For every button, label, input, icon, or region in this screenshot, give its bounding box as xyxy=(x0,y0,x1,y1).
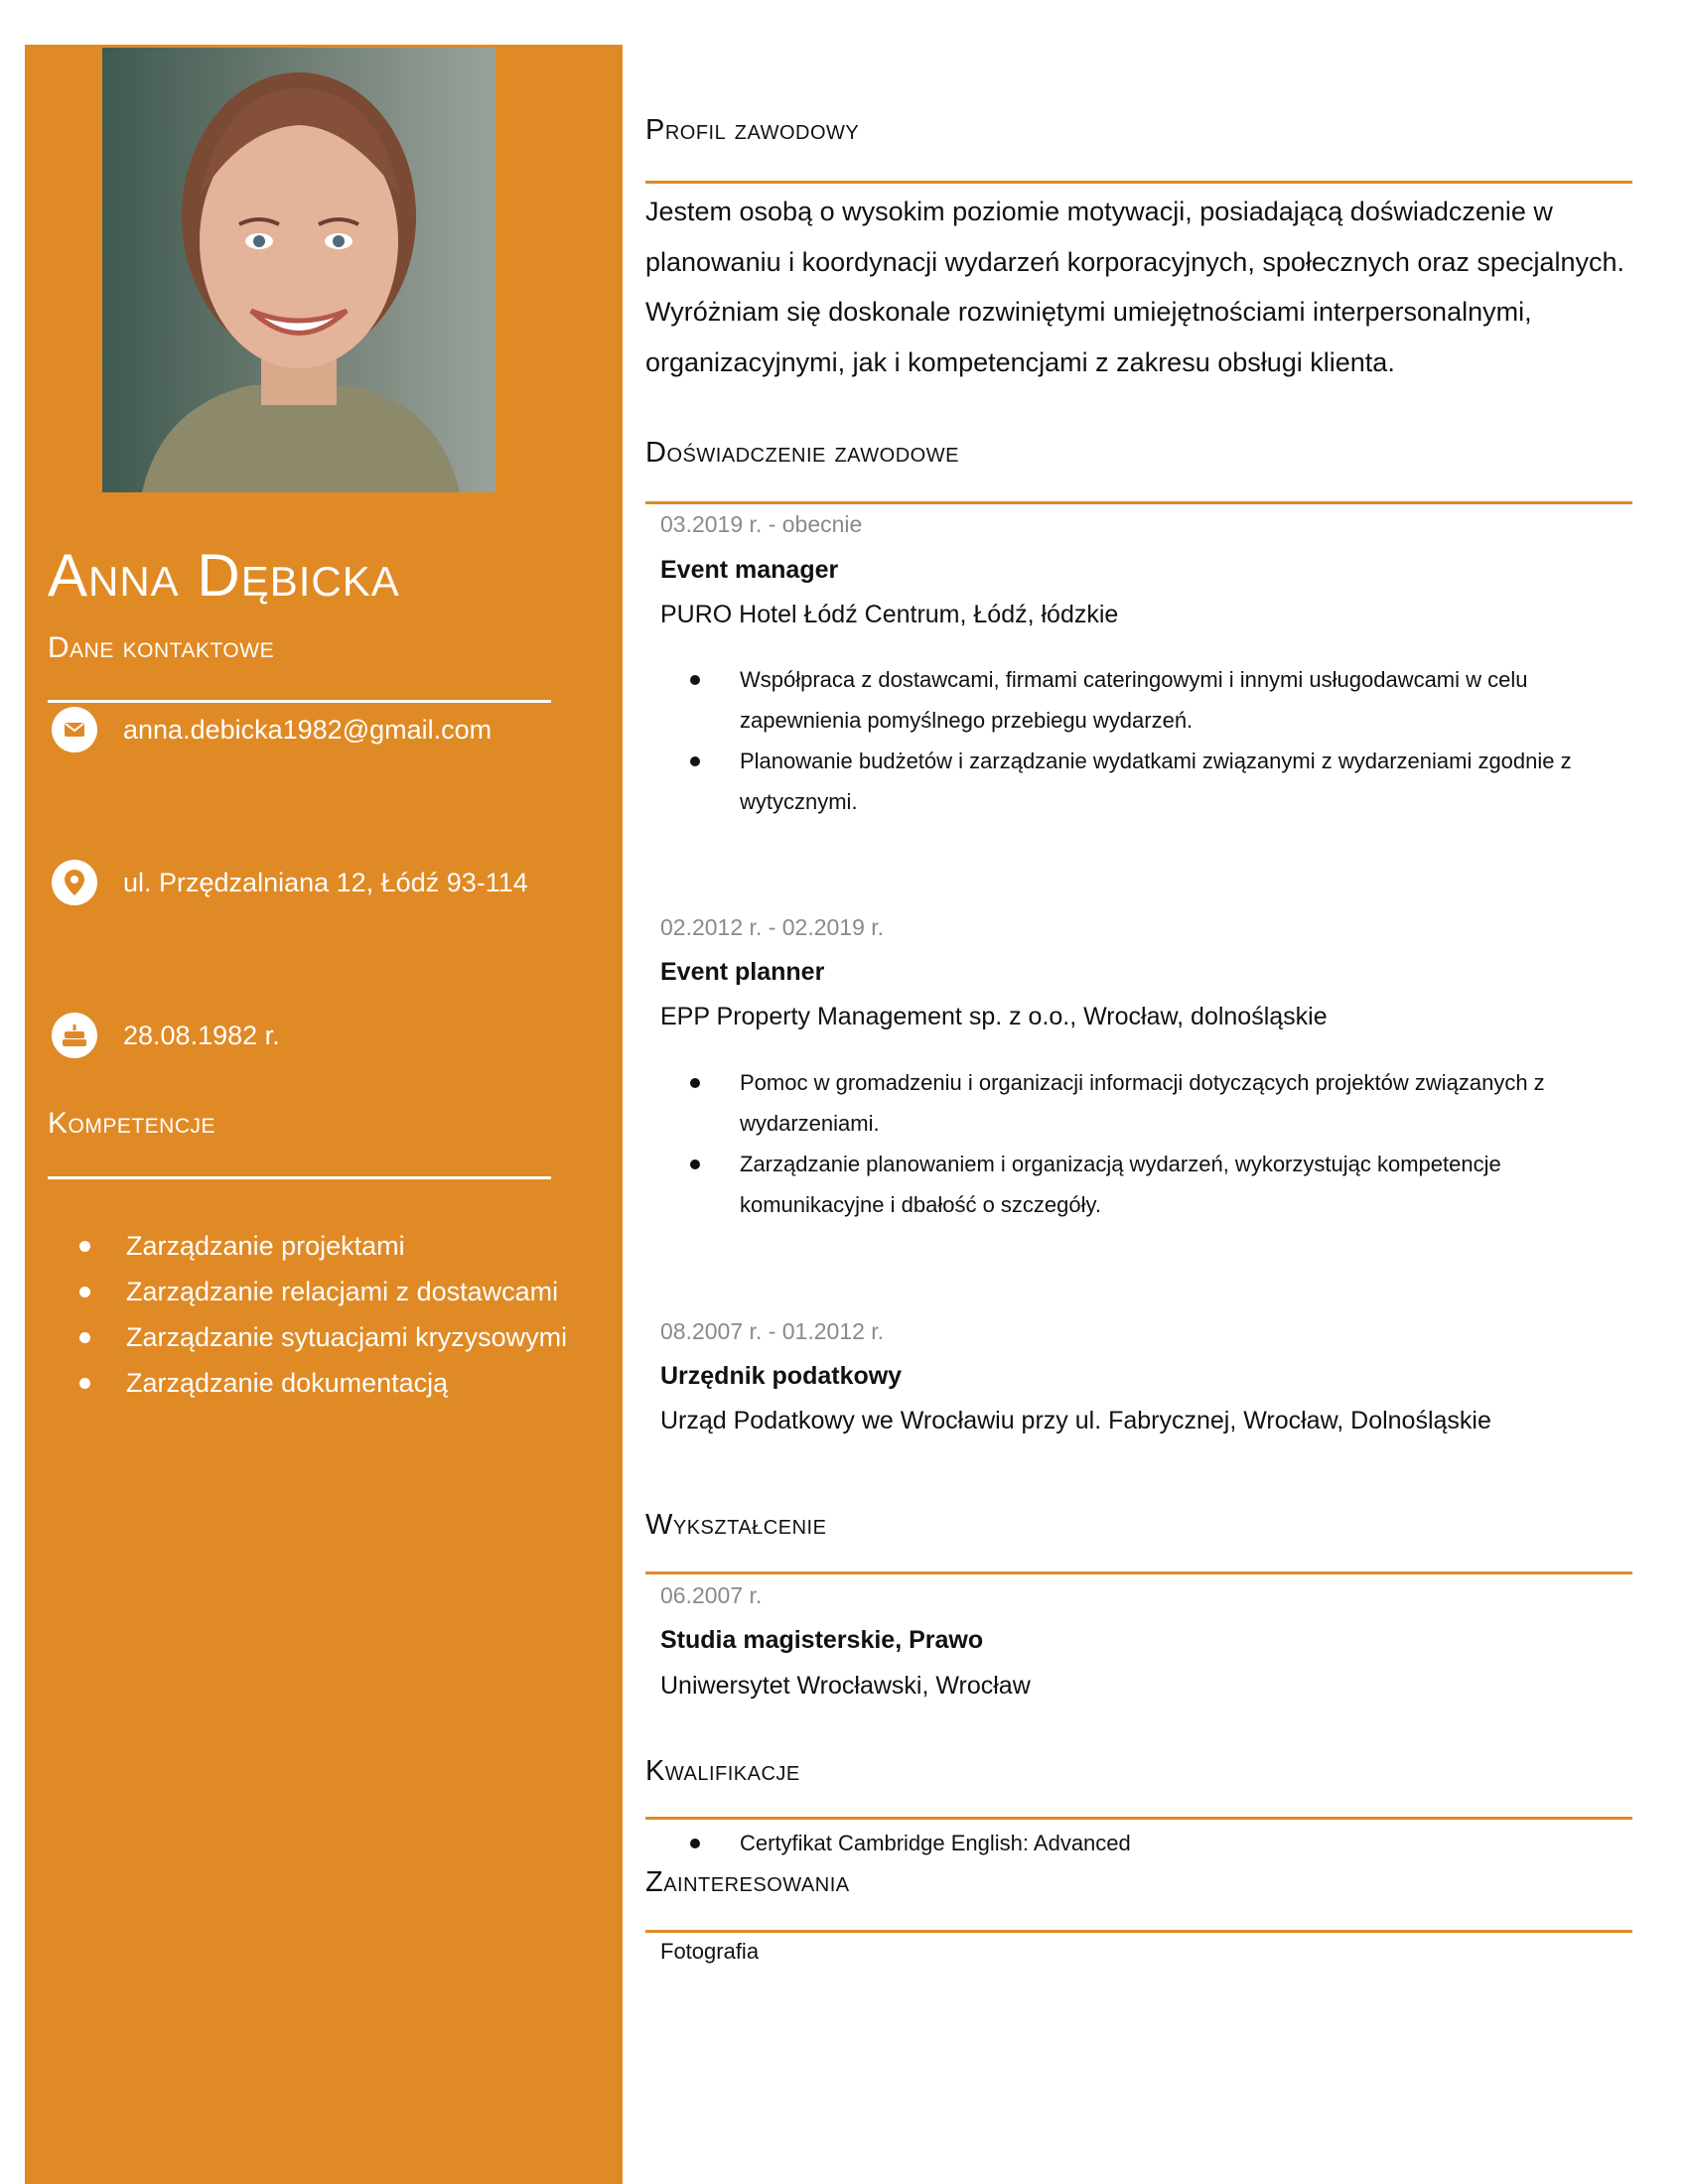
profile-photo xyxy=(102,48,495,492)
bullet-icon xyxy=(79,1332,90,1343)
list-item: Zarządzanie dokumentacją xyxy=(70,1363,567,1409)
experience-heading: Doświadczenie zawodowe xyxy=(645,437,959,469)
contact-address xyxy=(52,858,528,907)
interests-heading: Zainteresowania xyxy=(645,1866,850,1898)
job-dates: 02.2012 r. - 02.2019 r. xyxy=(660,914,885,940)
address-text: ul. Przędzalniana 12, Łódź 93-114 xyxy=(123,867,528,897)
education-school: Uniwersytet Wrocławski, Wrocław xyxy=(660,1672,1031,1700)
skills-divider xyxy=(48,1176,551,1179)
job-dates: 08.2007 r. - 01.2012 r. xyxy=(660,1318,885,1344)
qualifications-divider xyxy=(645,1817,1632,1820)
job-duties xyxy=(685,1062,1638,1225)
contact-divider xyxy=(48,700,551,703)
contact-birthdate xyxy=(52,1011,280,1060)
location-pin-icon xyxy=(52,860,97,905)
job-dates: 03.2019 r. - obecnie xyxy=(660,511,863,537)
contact-email[interactable] xyxy=(52,705,492,754)
contact-heading: Dane kontaktowe xyxy=(48,631,275,664)
qualifications-list xyxy=(685,1823,1638,1863)
list-item: Certyfikat Cambridge English: Advanced xyxy=(685,1823,1638,1863)
envelope-icon xyxy=(52,707,97,752)
job-company: EPP Property Management sp. z o.o., Wrocław, dolnośląskie xyxy=(660,1003,1328,1030)
profile-heading: Profil zawodowy xyxy=(645,114,860,146)
birthday-cake-icon xyxy=(52,1013,97,1058)
skills-heading: Kompetencje xyxy=(48,1107,216,1140)
list-item: Pomoc w gromadzeniu i organizacji informacji dotyczących projektów związanych z wydarzeniami. xyxy=(685,1062,1638,1144)
job-title: Event manager xyxy=(660,556,839,584)
education-divider xyxy=(645,1571,1632,1574)
list-item: Zarządzanie sytuacjami kryzysowymi xyxy=(70,1317,567,1363)
education-heading: Wykształcenie xyxy=(645,1509,827,1541)
bullet-icon xyxy=(79,1241,90,1252)
list-item: Współpraca z dostawcami, firmami cateringowymi i innymi usługodawcami w celu zapewnienia pomyślnego przebiegu wydarzeń. xyxy=(685,659,1638,741)
email-text[interactable]: anna.debicka1982@gmail.com xyxy=(123,714,492,745)
job-title: Urzędnik podatkowy xyxy=(660,1362,903,1390)
bullet-icon xyxy=(79,1378,90,1389)
profile-divider xyxy=(645,181,1632,184)
qualifications-heading: Kwalifikacje xyxy=(645,1755,800,1787)
birthdate-text: 28.08.1982 r. xyxy=(123,1020,280,1050)
job-company: Urząd Podatkowy we Wrocławiu przy ul. Fabrycznej, Wrocław, Dolnośląskie xyxy=(660,1407,1491,1434)
candidate-name: Anna Dębicka xyxy=(48,542,400,609)
job-title: Event planner xyxy=(660,958,825,986)
list-item: Zarządzanie planowaniem i organizacją wydarzeń, wykorzystując kompetencje komunikacyjne i dbałość o szczegóły. xyxy=(685,1144,1638,1225)
skills-list xyxy=(70,1226,567,1409)
experience-divider xyxy=(645,501,1632,504)
education-dates: 06.2007 r. xyxy=(660,1582,763,1608)
job-duties xyxy=(685,659,1638,822)
job-company: PURO Hotel Łódź Centrum, Łódź, łódzkie xyxy=(660,601,1119,628)
education-degree: Studia magisterskie, Prawo xyxy=(660,1626,984,1654)
list-item: Planowanie budżetów i zarządzanie wydatkami związanymi z wydarzeniami zgodnie z wytycznymi. xyxy=(685,741,1638,822)
bullet-icon xyxy=(79,1287,90,1297)
list-item: Zarządzanie projektami xyxy=(70,1226,567,1272)
interests-text: Fotografia xyxy=(660,1939,760,1964)
profile-text: Jestem osobą o wysokim poziomie motywacji, posiadającą doświadczenie w planowaniu i koordynacji wydarzeń korporacyjnych, społecznych oraz specjalnych. Wyróżniam się doskonale rozwiniętymi umiejętnościami interpersonalnymi, organizacyjnymi, jak i kompetencjami z zakresu obsługi klienta. xyxy=(645,197,1625,377)
interests-divider xyxy=(645,1930,1632,1933)
list-item: Zarządzanie relacjami z dostawcami xyxy=(70,1272,567,1317)
